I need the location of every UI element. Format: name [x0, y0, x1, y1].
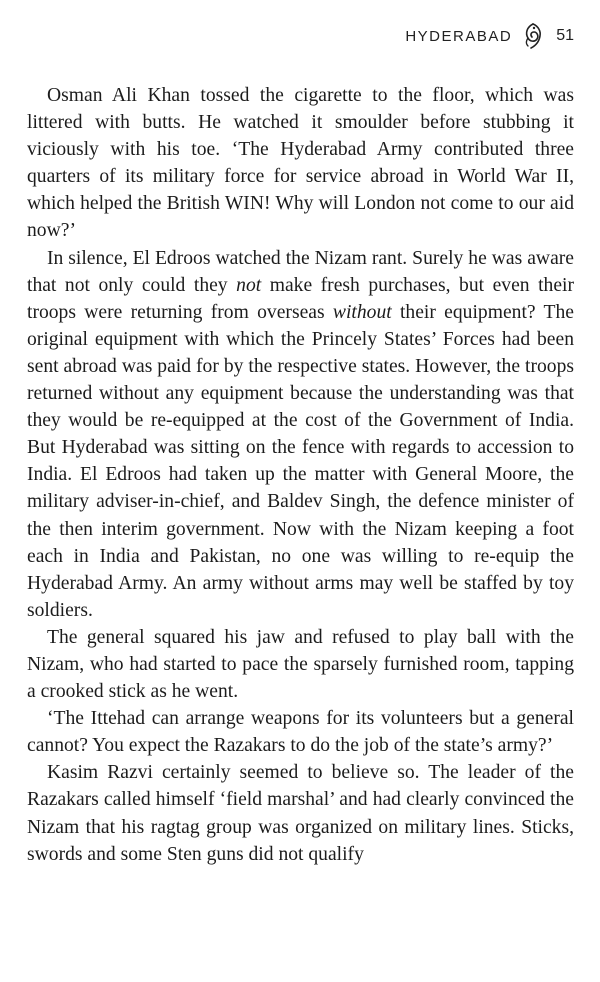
- paragraph: [27, 705, 574, 759]
- running-header: [405, 22, 574, 50]
- paragraph-text: Osman Ali Khan tossed the cigarette to the floor, which was littered with butts. He watched it smoulder before stubbing it viciously with his toe. ‘The Hyderabad Army contributed three quarters of its military force for service abroad in World War II, which helped the British WIN! Why will London not come to our aid now?’: [27, 85, 574, 242]
- paragraph: [27, 245, 574, 624]
- italic-text: without: [332, 301, 392, 323]
- paragraph-text: In silence, El Edroos watched the Nizam rant. Surely he was aware that not only could they: [27, 247, 574, 296]
- page-number: 51: [556, 27, 574, 44]
- paragraph: [27, 82, 574, 245]
- paragraph-text: their equipment? The original equipment with which the Princely States’ Forces had been sent abroad was paid for by the respective states. However, the troops returned without any equipment because the understanding was that they would be re-equipped at the cost of the Government of India. But Hyderabad was sitting on the fence with regards to accession to India. El Edroos had taken up the matter with General Moore, the military adviser-in-chief, and Baldev Singh, the defence minister of the then interim government. Now with the Nizam keeping a foot each in India and Pakistan, no one was willing to re-equip the Hyderabad Army. An army without arms may well be staffed by toy soldiers.: [27, 301, 574, 621]
- body-text: [27, 82, 574, 868]
- paragraph-text: Kasim Razvi certainly seemed to believe so. The leader of the Razakars called himself ‘field marshal’ and had clearly convinced the Nizam that his ragtag group was organized on military lines. Sticks, swords and some Sten guns did not qualify: [27, 762, 574, 865]
- paragraph: [27, 624, 574, 705]
- italic-text: not: [236, 274, 262, 296]
- paragraph-text: The general squared his jaw and refused to play ball with the Nizam, who had started to pace the sparsely furnished room, tapping a crooked stick as he went.: [27, 626, 574, 703]
- paragraph-text: ‘The Ittehad can arrange weapons for its volunteers but a general cannot? You expect the Razakars to do the job of the state’s army?’: [27, 708, 574, 757]
- leaf-ornament-icon: [522, 22, 544, 50]
- running-title: HYDERABAD: [405, 27, 513, 45]
- paragraph: [27, 759, 574, 867]
- paragraph-text: make fresh purchases, but even their troops were returning from overseas: [27, 274, 575, 323]
